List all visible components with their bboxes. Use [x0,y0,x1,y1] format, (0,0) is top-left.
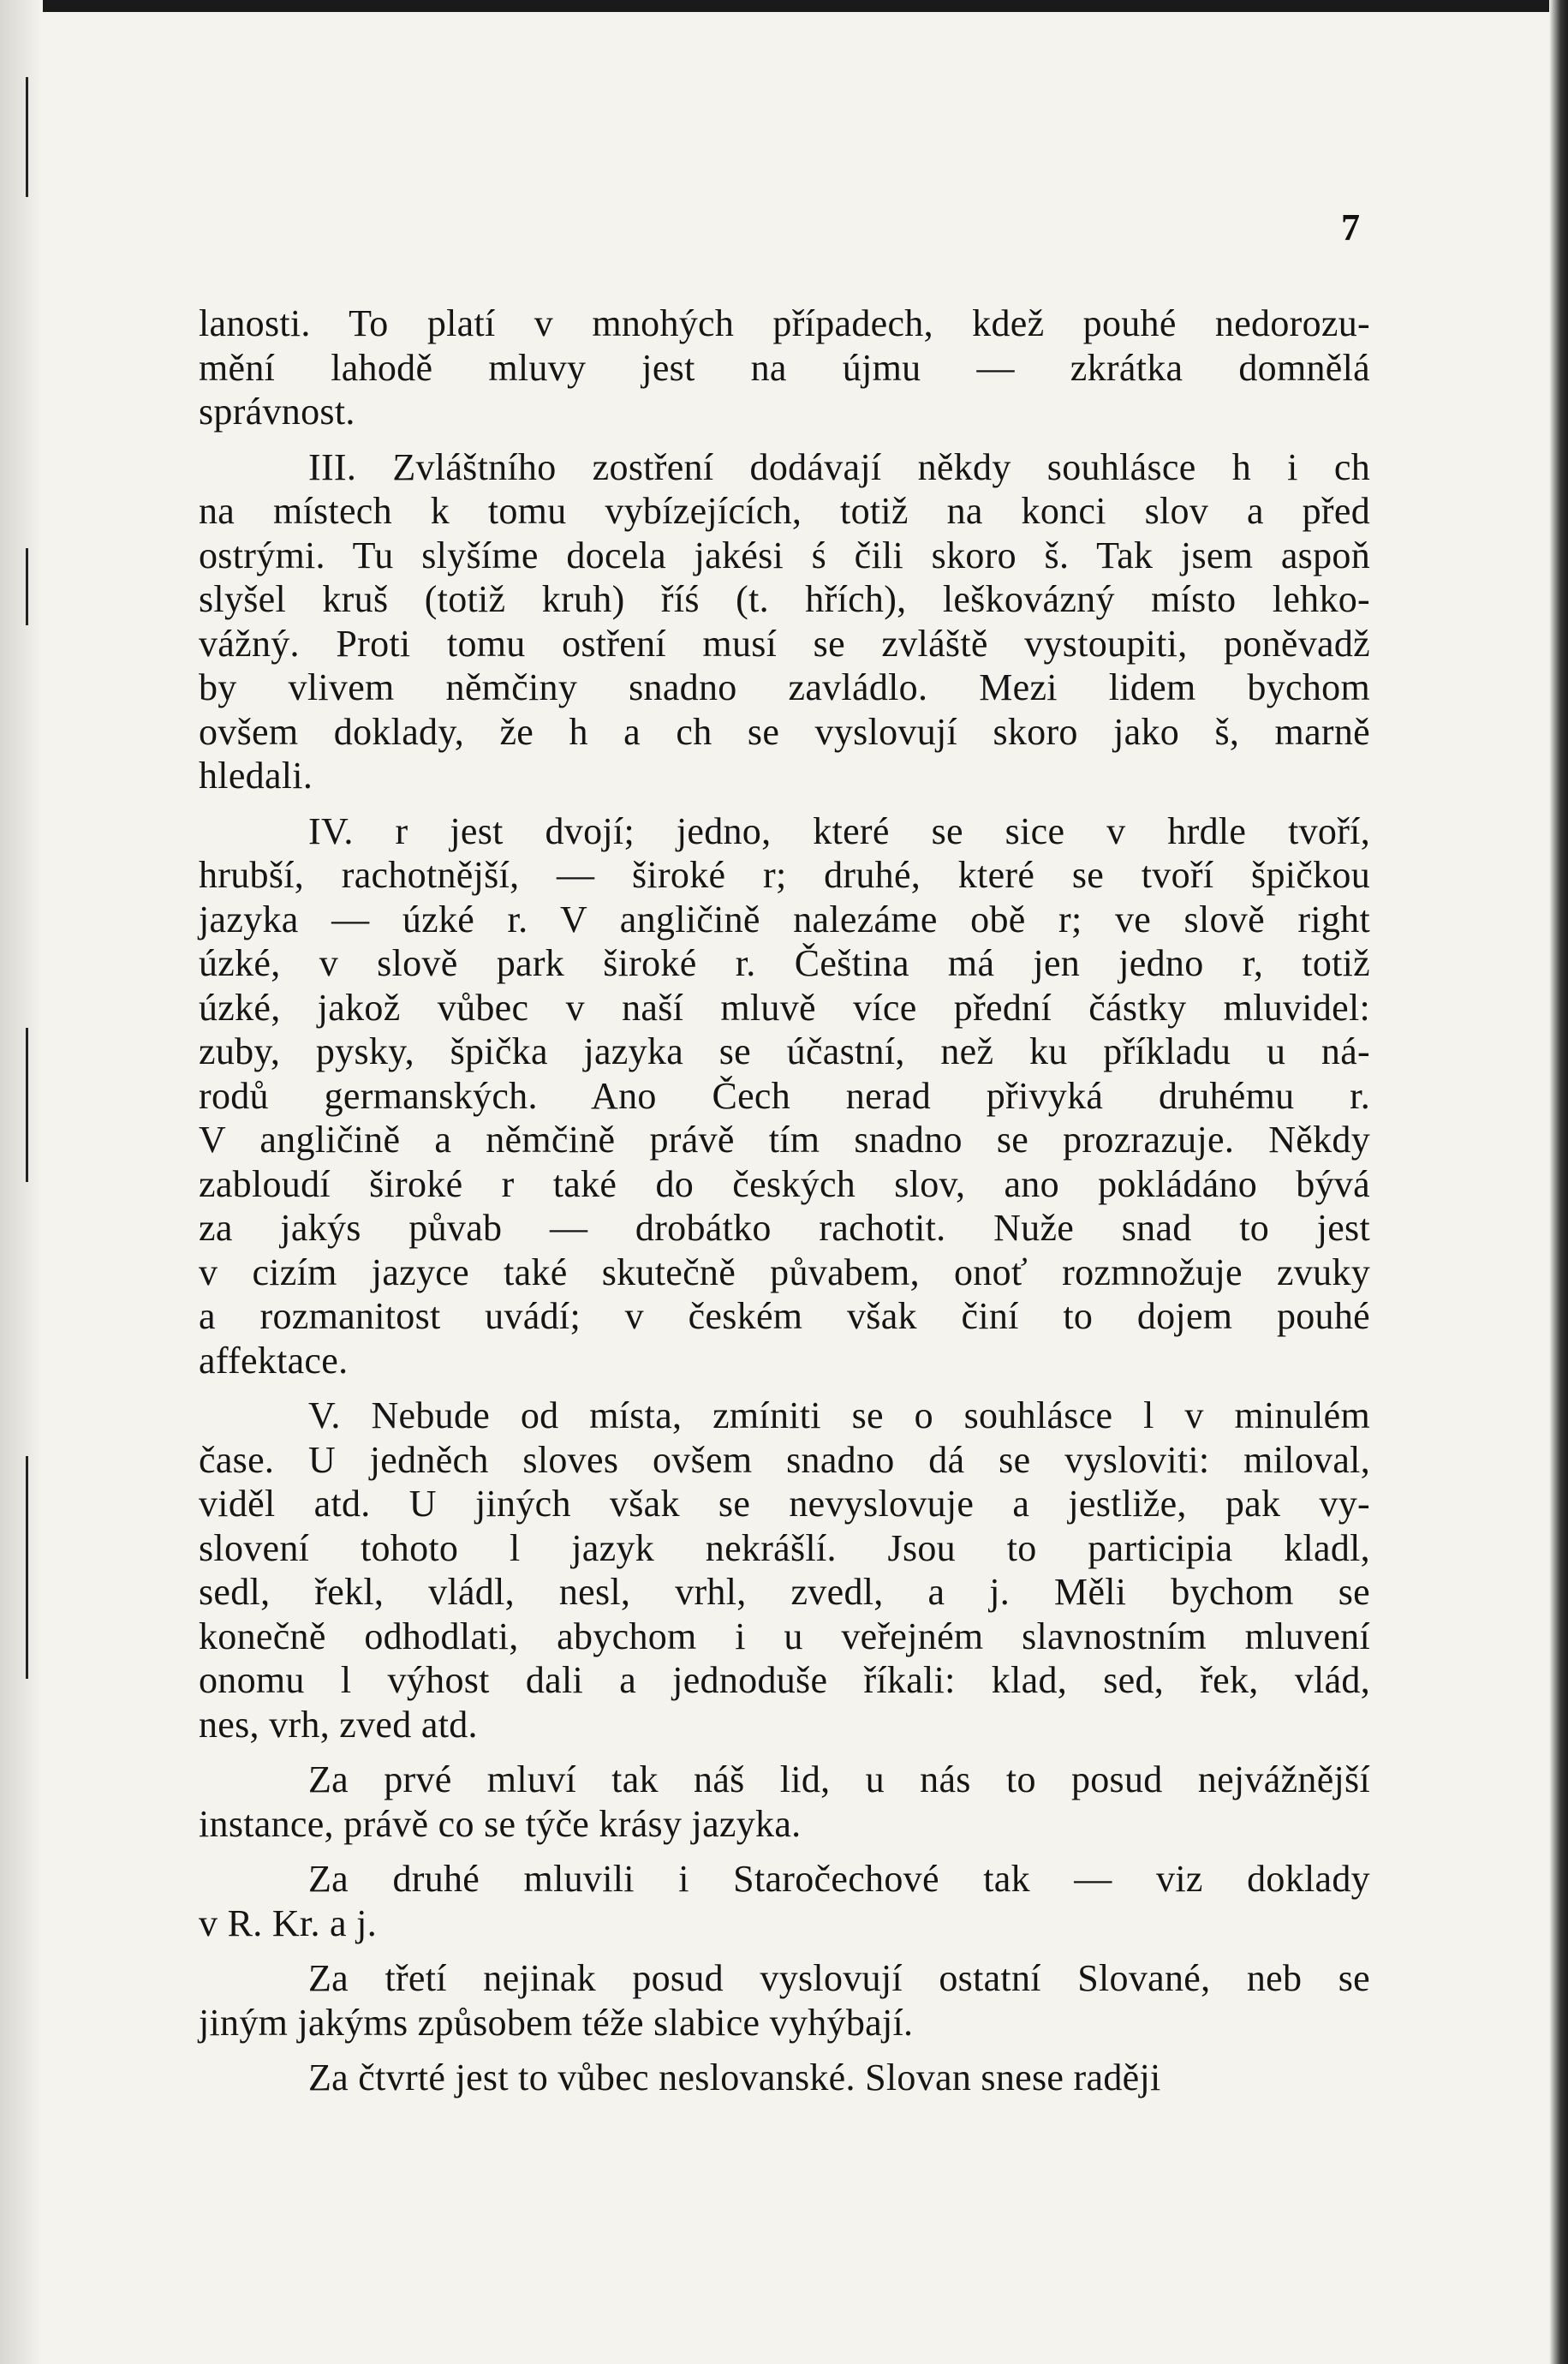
paragraph [199,809,1370,1383]
text-line: III. Zvláštního zostření dodávají někdy souhlásce h i ch [308,445,1370,488]
text-line: konečně odhodlati, abychom i u veřejném slavnostním mluvení [199,1615,1370,1657]
paragraph [199,301,1370,434]
text-line: v cizím jazyce také skutečně půvabem, onoť rozmnožuje zvuky [199,1251,1370,1293]
paragraph [199,1857,1370,1945]
text-line: onomu l výhost dali a jednoduše říkali: klad, sed, řek, vlád, [199,1659,1370,1701]
paragraph [199,2056,1370,2100]
text-line: hrubší, rachotnější, — široké r; druhé, které se tvoří špičkou [199,854,1370,896]
scan-edge-top [0,0,1568,12]
text-line: jazyka — úzké r. V angličině nalezáme obě r; ve slově right [199,898,1370,940]
text-line: v R. Kr. a j. [199,1901,378,1944]
text-line: na místech k tomu vybízejících, totiž na konci slov a před [199,490,1370,532]
scan-edge-line [26,1028,28,1182]
text-line: lanosti. To platí v mnohých případech, kdež pouhé nedorozu- [199,302,1370,344]
text-line: čase. U jedněch sloves ovšem snadno dá se vysloviti: miloval, [199,1438,1370,1481]
scan-edge-line [26,548,28,625]
text-line: zabloudí široké r také do českých slov, ano pokládáno bývá [199,1162,1370,1205]
text-line: slovení tohoto l jazyk nekrášlí. Jsou to participia kladl, [199,1526,1370,1569]
text-line: vážný. Proti tomu ostření musí se zvláště vystoupiti, poněvadž [199,622,1370,665]
text-line: Za druhé mluvili i Staročechové tak — viz doklady [308,1858,1370,1900]
text-line: ovšem doklady, že h a ch se vyslovují skoro jako š, marně [199,710,1370,753]
text-line: úzké, v slově park široké r. Čeština má jen jedno r, totiž [199,942,1370,984]
text-line: Za prvé mluví tak náš lid, u nás to posud nejvážnější [308,1758,1370,1800]
text-line: správnost. [199,391,355,433]
paragraph [199,1956,1370,2045]
text-line: viděl atd. U jiných však se nevyslovuje a jestliže, pak vy- [199,1483,1370,1525]
page-number: 7 [1341,206,1360,248]
text-line: Za čtvrté jest to vůbec neslovanské. Slovan snese raději [308,2057,1161,2098]
text-line: Za třetí nejinak posud vyslovují ostatní Slované, neb se [308,1957,1370,1999]
text-line: affektace. [199,1339,349,1382]
text-line: slyšel kruš (totiž kruh) říś (t. hřích), leškovázný místo lehko- [199,578,1370,620]
text-line: rodů germanských. Ano Čech nerad přivyká druhému r. [199,1074,1370,1117]
text-line: sedl, řekl, vládl, nesl, vrhl, zvedl, a j. Měli bychom se [199,1571,1370,1613]
text-line: instance, právě co se týče krásy jazyka. [199,1802,802,1845]
page-text [199,301,1370,2111]
text-line: úzké, jakož vůbec v naší mluvě více přední částky mluvidel: [199,986,1370,1029]
scan-edge-line [26,1456,28,1679]
text-line: by vlivem němčiny snadno zavládlo. Mezi lidem bychom [199,666,1370,708]
text-line: ostrými. Tu slyšíme docela jakési ś čili skoro š. Tak jsem aspoň [199,534,1370,576]
text-line: V. Nebude od místa, zmíniti se o souhlásce l v minulém [308,1394,1370,1436]
text-line: jiným jakýms způsobem téže slabice vyhýbají. [199,2001,914,2044]
scan-edge-right [1549,0,1568,2364]
text-line: nes, vrh, zved atd. [199,1703,478,1746]
paragraph [199,1758,1370,1846]
scan-edge-line [26,77,28,197]
paragraph [199,445,1370,798]
text-line: zuby, pysky, špička jazyka se účastní, než ku příkladu u ná- [199,1030,1370,1072]
text-line: hledali. [199,755,313,797]
text-line: V angličině a němčině právě tím snadno se prozrazuje. Někdy [199,1119,1370,1161]
scan-edge-left [0,0,43,2364]
text-line: mění lahodě mluvy jest na újmu — zkrátka domnělá [199,346,1370,389]
text-line: a rozmanitost uvádí; v českém však činí to dojem pouhé [199,1295,1370,1337]
text-line: za jakýs půvab — drobátko rachotit. Nuže snad to jest [199,1207,1370,1249]
paragraph [199,1394,1370,1746]
text-line: IV. r jest dvojí; jedno, které se sice v hrdle tvoří, [308,809,1370,852]
